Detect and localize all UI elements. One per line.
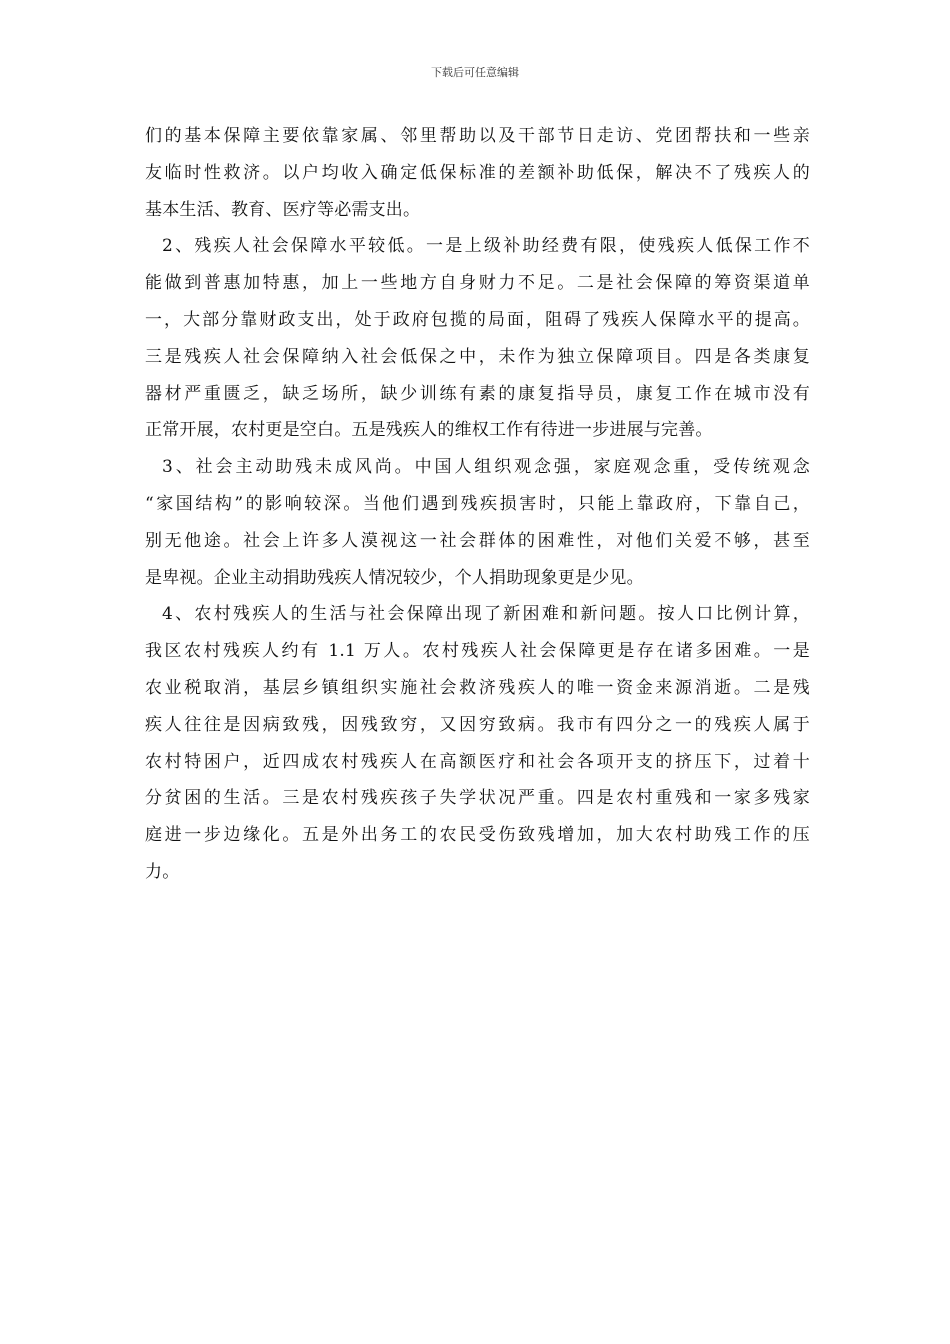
paragraph-start-line: 2、残疾人社会保障水平较低。一是上级补助经费有限，使残疾人低保工作不	[162, 236, 810, 257]
paragraph-start-line: 4、农村残疾人的生活与社会保障出现了新困难和新问题。按人口比例计算，	[162, 604, 810, 625]
text-line: 分贫困的生活。三是农村残疾孩子失学状况严重。四是农村重残和一家多残家	[145, 788, 810, 809]
text-line: 器材严重匮乏，缺乏场所，缺少训练有素的康复指导员，康复工作在城市没有	[145, 383, 810, 404]
text-line: 一，大部分靠财政支出，处于政府包揽的局面，阻碍了残疾人保障水平的提高。	[145, 309, 810, 330]
text-line: 友临时性救济。以户均收入确定低保标准的差额补助低保，解决不了残疾人的	[145, 162, 810, 183]
text-line: 庭进一步边缘化。五是外出务工的农民受伤致残增加，加大农村助残工作的压	[145, 825, 810, 846]
text-line: 基本生活、教育、医疗等必需支出。	[145, 199, 421, 220]
text-line: 力。	[145, 861, 180, 882]
text-line: 别无他途。社会上许多人漠视这一社会群体的困难性，对他们关爱不够，甚至	[145, 530, 810, 551]
text-line: 能做到普惠加特惠，加上一些地方自身财力不足。二是社会保障的筹资渠道单	[145, 273, 810, 294]
document-body	[145, 118, 810, 891]
text-line: 农村特困户，近四成农村残疾人在高额医疗和社会各项开支的挤压下，过着十	[145, 751, 810, 772]
text-line: 正常开展，农村更是空白。五是残疾人的维权工作有待进一步进展与完善。	[145, 420, 713, 441]
text-line: 疾人往往是因病致残，因残致穷，又因穷致病。我市有四分之一的残疾人属于	[145, 714, 810, 735]
text-line: 三是残疾人社会保障纳入社会低保之中，未作为独立保障项目。四是各类康复	[145, 346, 810, 367]
text-line: 农业税取消，基层乡镇组织实施社会救济残疾人的唯一资金来源消逝。二是残	[145, 677, 810, 698]
text-line: “家国结构”的影响较深。当他们遇到残疾损害时，只能上靠政府，下靠自己，	[145, 493, 810, 514]
text-line: 们的基本保障主要依靠家属、邻里帮助以及干部节日走访、党团帮扶和一些亲	[145, 126, 810, 146]
page-header: 下载后可任意编辑	[431, 66, 519, 79]
paragraph-start-line: 3、社会主动助残未成风尚。中国人组织观念强，家庭观念重，受传统观念	[162, 457, 810, 478]
text-line: 我区农村残疾人约有 1.1 万人。农村残疾人社会保障更是存在诸多困难。一是	[145, 641, 810, 662]
text-line: 是卑视。企业主动捐助残疾人情况较少，个人捐助现象更是少见。	[145, 567, 644, 588]
